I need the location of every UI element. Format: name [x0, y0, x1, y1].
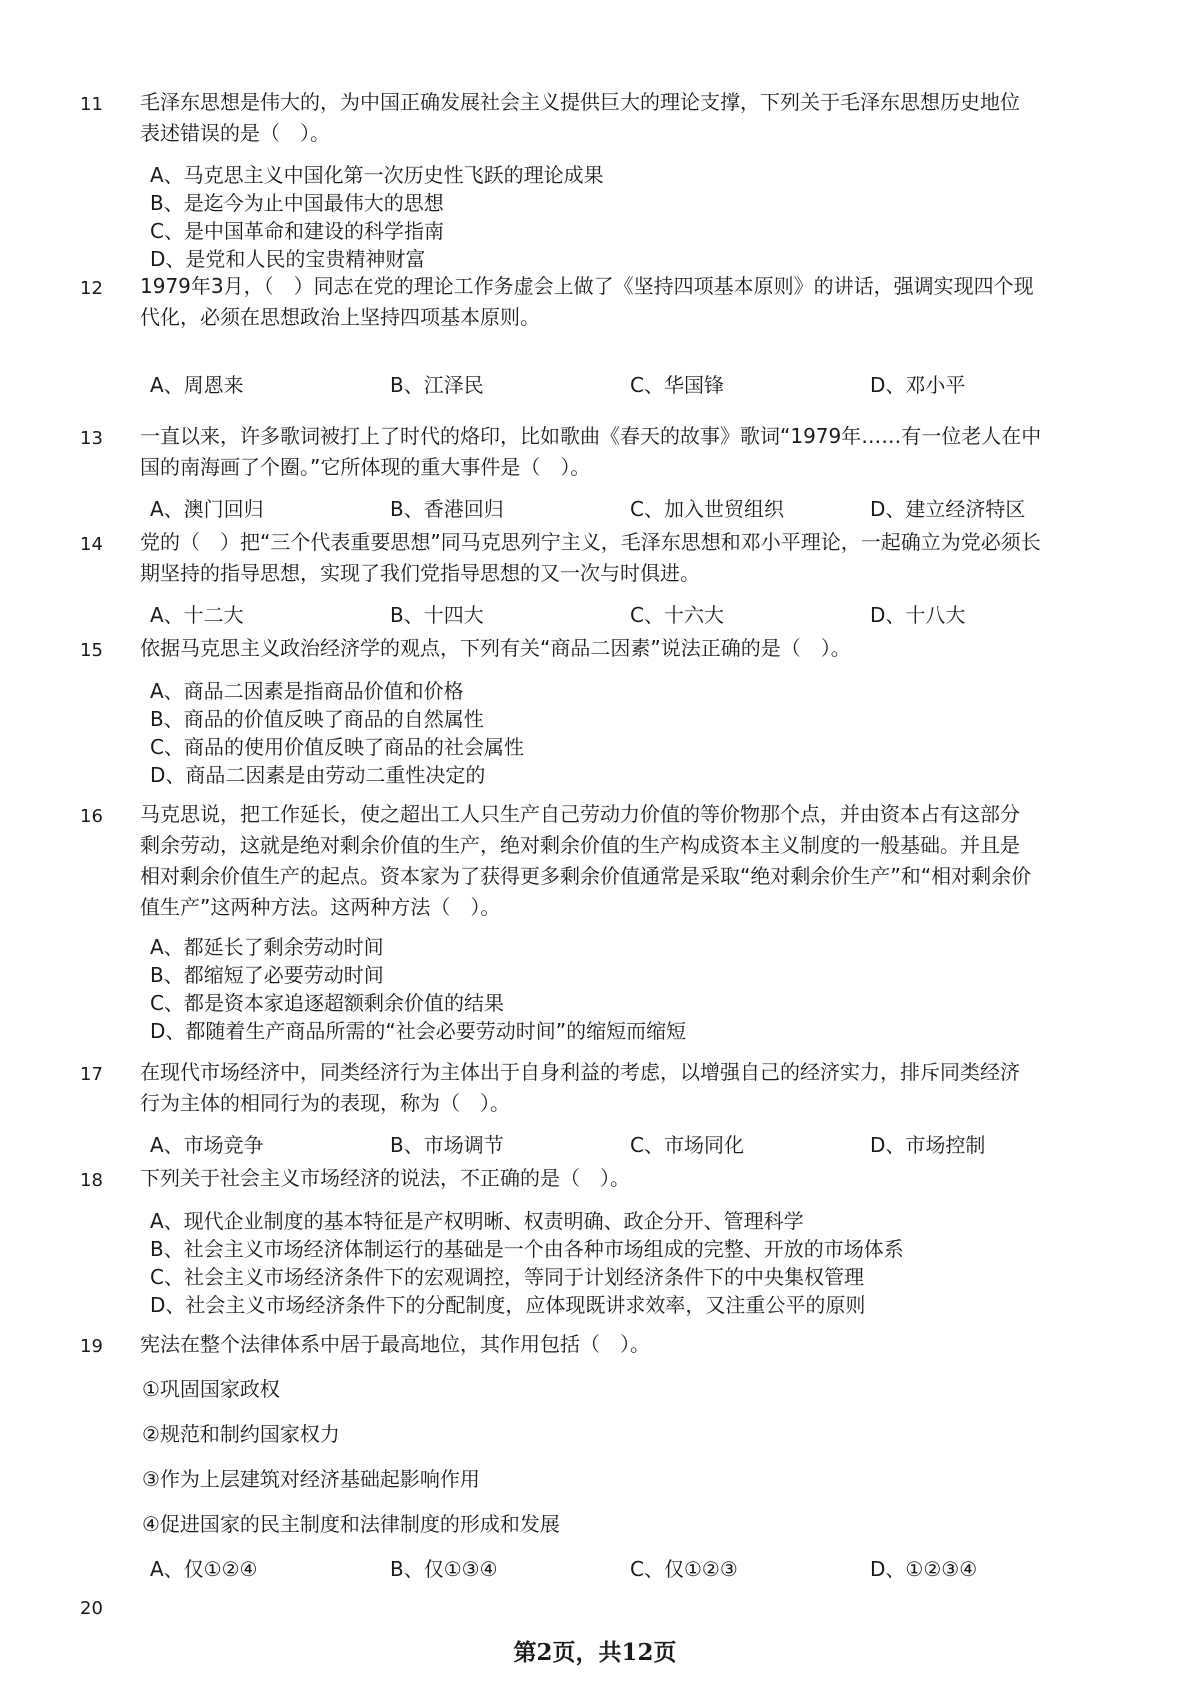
- option-c[interactable]: C、商品的使用价值反映了商品的社会属性: [150, 735, 524, 759]
- question-stem: [140, 799, 1100, 923]
- statement-1: ①巩固国家政权: [142, 1377, 280, 1401]
- option-b[interactable]: B、香港回归: [390, 497, 504, 521]
- option-c[interactable]: C、仅①②③: [630, 1557, 738, 1581]
- option-a[interactable]: A、市场竞争: [150, 1133, 264, 1157]
- stem-line: 相对剩余价值生产的起点。资本家为了获得更多剩余价值通常是采取“绝对剩余价生产”和“相对剩余价: [140, 864, 1032, 888]
- stem-line: 剩余劳动，这就是绝对剩余价值的生产，绝对剩余价值的生产构成资本主义制度的一般基础。并且是: [140, 833, 1020, 857]
- question-stem: [140, 633, 1100, 664]
- option-c[interactable]: C、都是资本家追逐超额剩余价值的结果: [150, 991, 504, 1015]
- stem-line: 马克思说，把工作延长，使之超出工人只生产自己劳动力价值的等价物那个点，并由资本占有这部分: [140, 802, 1020, 826]
- stem-line: 表述错误的是（ ）。: [140, 121, 330, 145]
- option-a[interactable]: A、都延长了剩余劳动时间: [150, 935, 384, 959]
- option-b[interactable]: B、社会主义市场经济体制运行的基础是一个由各种市场组成的完整、开放的市场体系: [150, 1237, 904, 1261]
- option-a[interactable]: A、周恩来: [150, 373, 244, 397]
- question-stem: [140, 527, 1100, 589]
- stem-line: 国的南海画了个圈。”它所体现的重大事件是（ ）。: [140, 455, 591, 479]
- stem-line: 一直以来，许多歌词被打上了时代的烙印，比如歌曲《春天的故事》歌词“1979年……有一位老人在中: [140, 424, 1042, 448]
- stem-line: 1979年3月，（ ）同志在党的理论工作务虚会上做了《坚持四项基本原则》的讲话，强调实现四个现: [140, 274, 1034, 298]
- option-a[interactable]: A、澳门回归: [150, 497, 264, 521]
- option-b[interactable]: B、市场调节: [390, 1133, 504, 1157]
- question-number: 20: [80, 1598, 103, 1619]
- question-number: 15: [80, 640, 103, 661]
- option-a[interactable]: A、仅①②④: [150, 1557, 258, 1581]
- stem-line: 代化，必须在思想政治上坚持四项基本原则。: [140, 305, 540, 329]
- option-d[interactable]: D、①②③④: [870, 1557, 978, 1581]
- option-b[interactable]: B、是迄今为止中国最伟大的思想: [150, 191, 444, 215]
- stem-line: 值生产”这两种方法。这两种方法（ ）。: [140, 895, 501, 919]
- option-d[interactable]: D、市场控制: [870, 1133, 986, 1157]
- option-a[interactable]: A、商品二因素是指商品价值和价格: [150, 679, 464, 703]
- question-stem: [140, 1329, 1100, 1360]
- option-a[interactable]: A、现代企业制度的基本特征是产权明晰、权责明确、政企分开、管理科学: [150, 1209, 804, 1233]
- stem-line: 依据马克思主义政治经济学的观点，下列有关“商品二因素”说法正确的是（ ）。: [140, 636, 851, 660]
- question-number: 11: [80, 94, 103, 115]
- question-stem: [140, 421, 1100, 483]
- option-d[interactable]: D、社会主义市场经济条件下的分配制度，应体现既讲求效率，又注重公平的原则: [150, 1293, 866, 1317]
- option-c[interactable]: C、加入世贸组织: [630, 497, 784, 521]
- question-number: 12: [80, 278, 103, 299]
- stem-line: 在现代市场经济中，同类经济行为主体出于自身利益的考虑，以增强自己的经济实力，排斥同类经济: [140, 1060, 1020, 1084]
- option-d[interactable]: D、邓小平: [870, 373, 966, 397]
- option-c[interactable]: C、市场同化: [630, 1133, 744, 1157]
- option-b[interactable]: B、商品的价值反映了商品的自然属性: [150, 707, 484, 731]
- option-b[interactable]: B、都缩短了必要劳动时间: [150, 963, 384, 987]
- option-d[interactable]: D、都随着生产商品所需的“社会必要劳动时间”的缩短而缩短: [150, 1019, 687, 1043]
- question-stem: [140, 271, 1100, 333]
- option-a[interactable]: A、十二大: [150, 603, 244, 627]
- stem-line: 期坚持的指导思想，实现了我们党指导思想的又一次与时俱进。: [140, 561, 700, 585]
- question-stem: [140, 87, 1100, 149]
- option-b[interactable]: B、十四大: [390, 603, 484, 627]
- option-d[interactable]: D、十八大: [870, 603, 966, 627]
- option-c[interactable]: C、社会主义市场经济条件下的宏观调控，等同于计划经济条件下的中央集权管理: [150, 1265, 864, 1289]
- question-number: 17: [80, 1064, 103, 1085]
- statement-2: ②规范和制约国家权力: [142, 1422, 340, 1446]
- question-stem: [140, 1057, 1100, 1119]
- question-number: 13: [80, 428, 103, 449]
- option-b[interactable]: B、仅①③④: [390, 1557, 498, 1581]
- page-footer: 第2页，共12页: [513, 1639, 677, 1666]
- question-number: 14: [80, 534, 103, 555]
- question-number: 19: [80, 1336, 103, 1357]
- option-b[interactable]: B、江泽民: [390, 373, 484, 397]
- stem-line: 党的（ ）把“三个代表重要思想”同马克思列宁主义，毛泽东思想和邓小平理论，一起确立为党必须长: [140, 530, 1041, 554]
- stem-line: 行为主体的相同行为的表现，称为（ ）。: [140, 1091, 510, 1115]
- stem-line: 宪法在整个法律体系中居于最高地位，其作用包括（ ）。: [140, 1332, 650, 1356]
- option-c[interactable]: C、十六大: [630, 603, 724, 627]
- option-c[interactable]: C、是中国革命和建设的科学指南: [150, 219, 444, 243]
- statement-3: ③作为上层建筑对经济基础起影响作用: [142, 1467, 480, 1491]
- option-a[interactable]: A、马克思主义中国化第一次历史性飞跃的理论成果: [150, 163, 604, 187]
- statement-4: ④促进国家的民主制度和法律制度的形成和发展: [142, 1512, 560, 1536]
- stem-line: 下列关于社会主义市场经济的说法，不正确的是（ ）。: [140, 1166, 630, 1190]
- option-d[interactable]: D、是党和人民的宝贵精神财富: [150, 247, 426, 271]
- option-d[interactable]: D、商品二因素是由劳动二重性决定的: [150, 763, 486, 787]
- option-c[interactable]: C、华国锋: [630, 373, 724, 397]
- question-number: 18: [80, 1170, 103, 1191]
- stem-line: 毛泽东思想是伟大的，为中国正确发展社会主义提供巨大的理论支撑，下列关于毛泽东思想历史地位: [140, 90, 1020, 114]
- question-number: 16: [80, 806, 103, 827]
- option-d[interactable]: D、建立经济特区: [870, 497, 1026, 521]
- question-stem: [140, 1163, 1100, 1194]
